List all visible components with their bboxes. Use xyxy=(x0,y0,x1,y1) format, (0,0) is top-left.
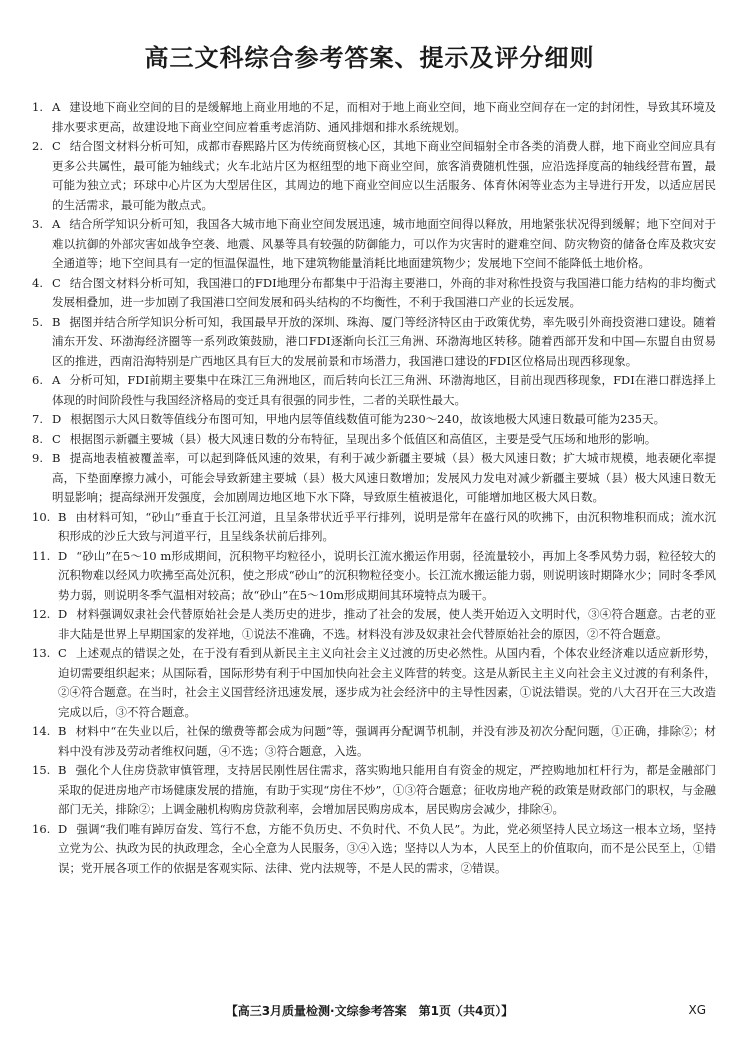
answer-choice: D xyxy=(58,821,68,836)
answer-explanation: 据图并结合所学知识分析可知，我国最早开放的深圳、珠海、厦门等经济特区由于政策优势，率先吸引外商投资港口建设。随着浦东开发、环渤海经济圈等一系列政策鼓励，港口FDI逐渐向长江三角洲、环渤海地区转移。随着西部开发和中国—东盟自由贸易区的推进，西南沿海特别是广西地区具有巨大的发展前景和市场潜力，我国港口建设的FDI区位格局出现西移现象。 xyxy=(52,314,716,368)
answer-choice: D xyxy=(58,548,68,563)
answer-number: 13. xyxy=(32,646,51,660)
answer-explanation: 分析可知，FDI前期主要集中在珠江三角洲地区，而后转向长江三角洲、环渤海地区，目前出现西移现象，FDI在港口群选择上体现的时间阶段性与我国经济格局的变迁具有很强的同步性，二者的关联性最大。 xyxy=(52,373,716,407)
answer-explanation: 结合图文材料分析可知，我国港口的FDI地理分布都集中于沿海主要港口，外商的非对称性投资与我国港口能力结构的非均衡式发展相叠加，进一步加剧了我国港口空间发展和码头结构的不均衡性，不利于我国港口产业的长远发展。 xyxy=(52,275,716,309)
answer-choice: C xyxy=(52,275,61,290)
page-title: 高三文科综合参考答案、提示及评分细则 xyxy=(144,44,595,72)
answer-choice: C xyxy=(52,139,61,153)
answer-item xyxy=(32,761,716,820)
answer-number: 5. xyxy=(32,314,43,329)
answer-number: 10. xyxy=(32,509,51,524)
answer-choice: C xyxy=(58,646,67,660)
answer-number: 9. xyxy=(32,451,43,465)
answer-item xyxy=(32,313,716,372)
answer-item xyxy=(32,137,716,215)
answer-explanation: “砂山”在5～10 m形成期间，沉积物平均粒径小，说明长江流水搬运作用弱，径流量较小，再加上冬季风势力弱，粒径较大的沉积物难以经风力吹拂至高处沉积，使之形成“砂山”的沉积物粒径变小。长江流水搬运能力弱，则说明该时期降水少；同时冬季风势力弱，则说明冬季气温相对较高；故“砂山”在5～10m形成期间其环境特点为暖干。 xyxy=(58,548,716,602)
answer-explanation: 结合图文材料分析可知，成都市春熙路片区为传统商贸核心区，其地下商业空间辐射全市各类的消费人群，地下商业空间应具有更多公共属性，最可能为轴线式；火车北站片区为枢纽型的地下商业空间，旅客消费随机性强，应沿选择度高的轴线经营布置，最可能为独立式；环球中心片区为大型居住区，其周边的地下商业空间应以生活服务、体育休闲等业态为主导进行开发，以适应居民的生活需求，最可能为散点式。 xyxy=(52,139,716,212)
answer-explanation: 提高地表植被覆盖率，可以起到降低风速的效果，有利于减少新疆主要城（县）极大风速日数；扩大城市规模，地表硬化率提高，下垫面摩擦力减小，可能会导致新建主要城（县）极大风速日数增加；发展风力发电对减少新疆主要城（县）极大风速日数无明显影响；提高绿洲开发强度，会加剧周边地区地下水下降，导致原生植被退化，可能增加地区极大风日数。 xyxy=(52,451,716,504)
answer-choice: B xyxy=(58,763,67,777)
answer-number: 11. xyxy=(32,548,51,563)
answer-explanation: 强化个人住房贷款审慎管理，支持居民刚性居住需求，落实购地只能用自有资金的规定，严控购地加杠杆行为，都是金融部门采取的促进房地产市场健康发展的措施，有助于实现“房住不炒”，①③符合题意；征收房地产税的政策是财政部门的职权，与金融部门无关，排除②；上调金融机构购房贷款利率，会增加居民购房成本，居民购房会减少，排除④。 xyxy=(58,763,716,816)
answer-choice: B xyxy=(58,724,67,738)
answer-explanation: 根据图示大风日数等值线分布图可知，甲地内层等值线数值可能为230～240，故该地极大风速日数最可能为235天。 xyxy=(70,412,666,426)
answer-item xyxy=(32,410,716,430)
answer-number: 6. xyxy=(32,373,43,387)
answer-explanation: 建设地下商业空间的目的是缓解地上商业用地的不足，而相对于地上商业空间，地下商业空间存在一定的封闭性，导致其环境及排水要求更高，故建设地下商业空间应着重考虑消防、通风排烟和排水系统规划。 xyxy=(52,100,716,134)
answer-item xyxy=(32,430,716,450)
answer-number: 8. xyxy=(32,431,43,446)
answer-number: 2. xyxy=(32,139,43,153)
answer-choice: D xyxy=(52,412,62,426)
answer-choice: B xyxy=(52,451,61,465)
answer-explanation: 强调“我们唯有踔厉奋发、笃行不怠，方能不负历史、不负时代、不负人民”。为此，党必须坚持人民立场这一根本立场，坚持立党为公、执政为民的执政理念，全心全意为人民服务，③④入选；坚持以人为本，人民至上的价值取向，而不是公民至上，①错误；党开展各项工作的依据是客观实际、法律、党内法规等，不是人民的需求，②错误。 xyxy=(58,821,716,875)
answer-explanation: 结合所学知识分析可知，我国各大城市地下商业空间发展迅速，城市地面空间得以释放，用地紧张状况得到缓解；地下空间对于难以抗御的外部灾害如战争空袭、地震、风暴等具有较强的防御能力，可以作为灾害时的避难空间、防灾物资的储备仓库及救灾安全通道等；地下空间具有一定的恒温保温性，地下建筑物能量消耗比地面建筑物少；发展地下空间不能降低土地价格。 xyxy=(52,217,716,270)
answer-explanation: 由材料可知，“砂山”垂直于长江河道，且呈条带状近乎平行排列，说明是常年在盛行风的吹拂下，由沉积物堆积而成；流水沉积形成的沙丘大致与河道平行，且呈线条状前后排列。 xyxy=(58,509,716,543)
answer-choice: C xyxy=(52,431,61,446)
answer-number: 15. xyxy=(32,763,51,777)
answer-item xyxy=(32,547,716,606)
answer-choice: B xyxy=(52,314,61,329)
footer-code: XG xyxy=(688,1003,706,1017)
answer-choice: D xyxy=(58,607,68,621)
answer-number: 4. xyxy=(32,275,43,290)
answer-item xyxy=(32,508,716,547)
answer-list xyxy=(32,98,716,878)
answer-number: 1. xyxy=(32,100,43,114)
answer-item xyxy=(32,449,716,508)
answer-explanation: 材料强调奴隶社会代替原始社会是人类历史的进步，推动了社会的发展，使人类开始迈入文明时代，③④符合题意。古老的亚非大陆是世界上早期国家的发祥地，①说法不准确，不选。材料没有涉及奴隶社会代替原始社会的原因，②不符合题意。 xyxy=(58,607,716,641)
answer-item xyxy=(32,371,716,410)
answer-number: 7. xyxy=(32,412,43,426)
answer-item xyxy=(32,644,716,722)
answer-explanation: 上述观点的错误之处，在于没有看到从新民主主义向社会主义过渡的历史必然性。从国内看，个体农业经济难以适应新形势，迫切需要组织起来；从国际看，国际形势有利于中国加快向社会主义阵营的转变。这是从新民主主义向社会主义过渡的有利条件，②④符合题意。在当时，社会主义国营经济迅速发展，逐步成为社会经济中的主导性因素，①说法错误。党的八大召开在三大改造完成以后，③不符合题意。 xyxy=(58,646,716,719)
answer-choice: A xyxy=(52,373,61,387)
answer-number: 14. xyxy=(32,724,51,738)
answer-item xyxy=(32,98,716,137)
answer-number: 3. xyxy=(32,217,43,231)
answer-explanation: 材料中“在失业以后，社保的缴费等都会成为问题”等，强调再分配调节机制，并没有涉及初次分配问题，①正确，排除②；材料中没有涉及劳动者维权问题，④不选；③符合题意，入选。 xyxy=(58,724,716,758)
answer-item xyxy=(32,722,716,761)
answer-choice: A xyxy=(52,100,61,114)
answer-number: 16. xyxy=(32,821,51,836)
page-footer: 【高三3月质量检测·文综参考答案 第1页（共4页）】 xyxy=(225,1004,514,1018)
answer-choice: A xyxy=(52,217,61,231)
answer-item xyxy=(32,820,716,879)
answer-choice: B xyxy=(58,509,67,524)
answer-item xyxy=(32,605,716,644)
answer-number: 12. xyxy=(32,607,51,621)
answer-explanation: 根据图示新疆主要城（县）极大风速日数的分布特征，呈现出多个低值区和高值区，主要是受气压场和地形的影响。 xyxy=(69,431,657,446)
answer-item xyxy=(32,215,716,274)
answer-item xyxy=(32,274,716,313)
